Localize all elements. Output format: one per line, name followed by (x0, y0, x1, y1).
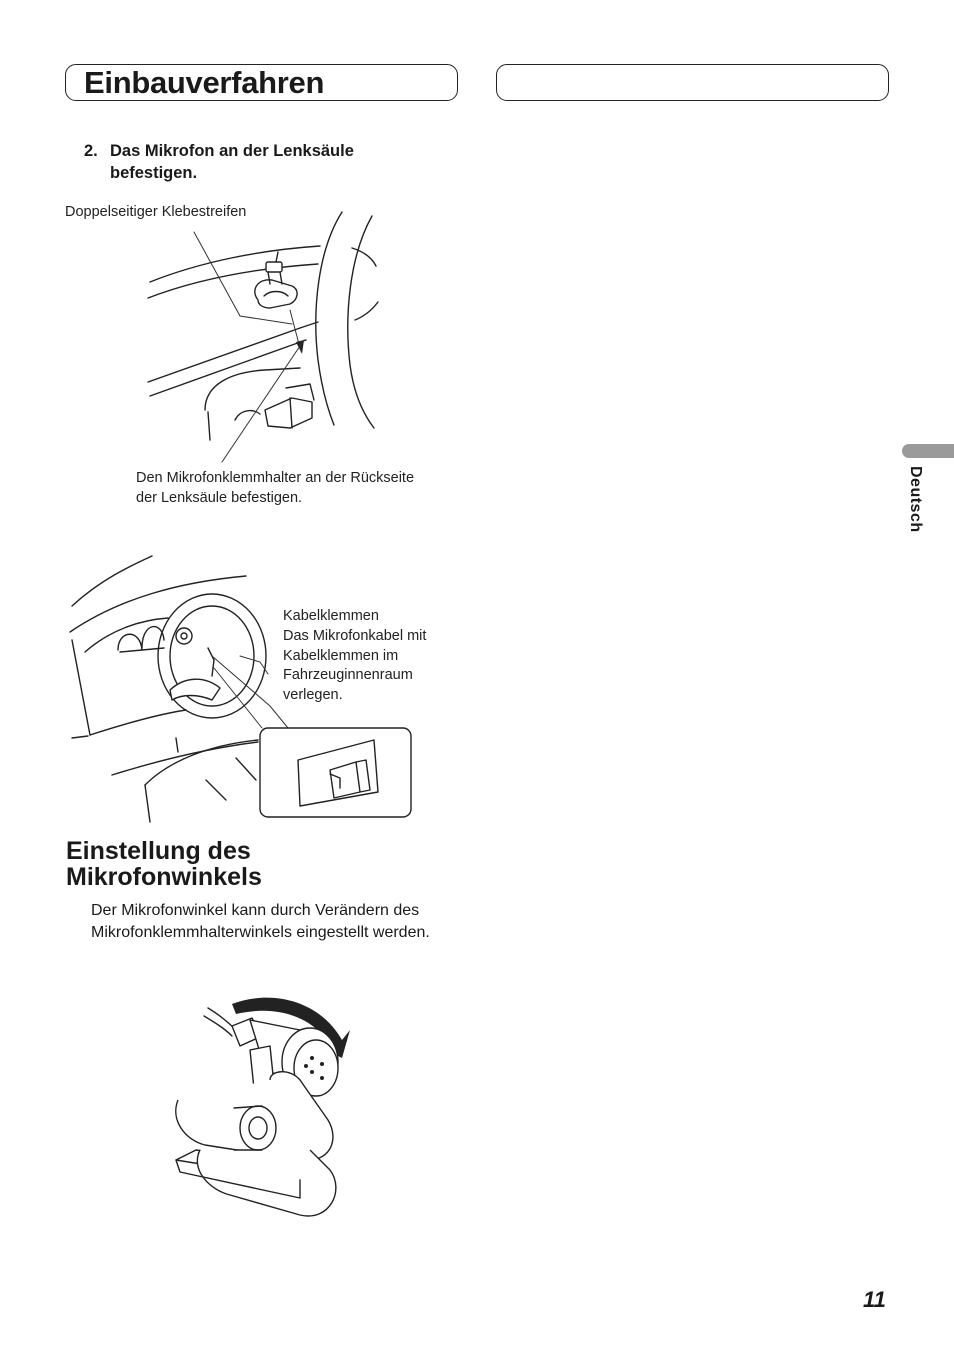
page-title: Einbauverfahren (84, 65, 325, 100)
label-cable-routing: Das Mikrofonkabel mit Kabelklemmen im Fahrzeuginnenraum verlegen. (283, 628, 427, 703)
step-number: 2. (84, 142, 98, 160)
page-number: 11 (863, 1287, 886, 1312)
language-tab-label: Deutsch (907, 466, 924, 533)
section-body: Der Mikrofonwinkel kann durch Verändern des Mikrofonklemmhalterwinkels eingestellt werden. (91, 902, 430, 941)
step-text: Das Mikrofon an der Lenksäule befestigen. (110, 142, 354, 182)
section-title: Einstellung des Mikrofonwinkels (66, 837, 262, 891)
label-holder-mount: Den Mikrofonklemmhalter an der Rückseite der Lenksäule befestigen. (136, 470, 415, 506)
label-cable-clamps: Kabelklemmen (283, 608, 379, 624)
language-tab-marker (902, 444, 954, 458)
label-double-sided-tape: Doppelseitiger Klebestreifen (65, 204, 247, 220)
